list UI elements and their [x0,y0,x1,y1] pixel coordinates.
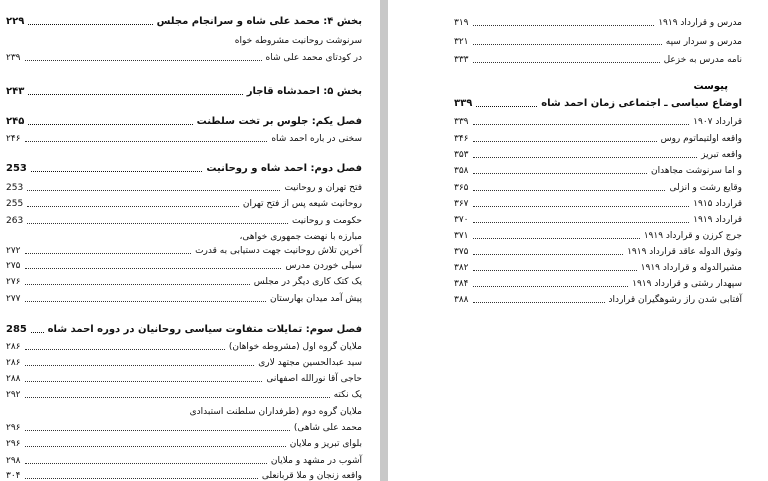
toc-entry-title: یک کتک کاری دیگر در مجلس [253,277,362,287]
dot-leader [25,301,266,302]
right-page [388,0,768,481]
toc-entry-page-number: ۳۶۷ [454,199,469,209]
dot-leader [25,430,290,431]
toc-entry [6,196,362,212]
toc-entry-page-number: ۳۷۱ [454,231,469,241]
toc-entry [6,114,362,130]
toc-entry [6,180,362,196]
dot-leader [27,223,288,224]
toc-entry-title: در کودتای محمد علی شاه [265,53,362,63]
toc-entry-page-number: ۲۸۶ [6,358,21,368]
dot-leader [473,286,629,287]
dot-leader [473,302,605,303]
toc-entry-title: سرنوشت روحانیت مشروطه خواه [234,36,362,46]
toc-entry [6,436,362,452]
dot-leader [28,94,242,95]
toc-entry [6,213,362,229]
dot-leader [27,190,280,191]
dot-leader [25,365,255,366]
toc-entry [6,14,362,30]
toc-entry-page-number: ۲۷۵ [6,261,21,271]
toc-entry-title: روحانیت شیعه پس از فتح تهران [242,199,362,209]
dot-leader [473,25,655,26]
toc-entry [454,196,742,212]
dot-leader [25,60,262,61]
toc-entry-title: ملایان گروه اول (مشروطه خواهان) [228,342,362,352]
toc-entry-page-number: ۲۸۸ [6,374,21,384]
toc-entry [6,404,362,420]
toc-entry-title: مدرس و قرارداد ۱۹۱۹ [658,18,742,28]
toc-entry-title: بخش ۴: محمد علی شاه و سرانجام مجلس [156,16,362,27]
dot-leader [25,141,268,142]
toc-entry-page-number: ۳۶۵ [454,183,469,193]
toc-entry [454,96,742,112]
dot-leader [25,381,263,382]
toc-entry [6,33,362,49]
toc-entry [454,292,742,308]
dot-leader [25,397,330,398]
toc-entry [6,84,362,100]
toc-entry [6,339,362,355]
toc-entry-page-number: ۳۰۴ [6,471,21,481]
toc-entry-page-number: ۳۵۸ [454,166,469,176]
toc-entry-title: واقعه اولتیماتوم روس [660,134,742,144]
toc-entry-page-number: ۳۲۱ [454,37,469,47]
dot-leader [473,44,662,45]
toc-entry [6,243,362,259]
dot-leader [473,62,660,63]
dot-leader [473,190,666,191]
toc-entry [6,50,362,66]
dot-leader [473,222,690,223]
dot-leader [25,284,250,285]
toc-entry-page-number: ۳۸۴ [454,279,469,289]
toc-entry-title: بخش ۵: احمدشاه قاجار [246,86,362,97]
appendix-heading: پیوست [693,81,728,92]
toc-entry [6,131,362,147]
toc-entry-title: قرارداد ۱۹۰۷ [693,117,742,127]
toc-entry-page-number: ۳۷۵ [454,247,469,257]
toc-entry-page-number: ۲۷۲ [6,246,21,256]
toc-entry-page-number: ۲۹۲ [6,390,21,400]
toc-entry-page-number: ۳۷۰ [454,215,469,225]
toc-entry-page-number: ۳۸۲ [454,263,469,273]
toc-entry-page-number: ۳۵۳ [454,150,469,160]
toc-entry [6,371,362,387]
dot-leader [473,270,637,271]
toc-entry [454,180,742,196]
toc-entry [6,468,362,481]
toc-entry-title: سیلی خوردن مدرس [285,261,362,271]
toc-entry [454,52,742,68]
toc-entry [6,291,362,307]
toc-entry [454,244,742,260]
dot-leader [25,349,225,350]
toc-entry-page-number: ۲۹۶ [6,423,21,433]
toc-entry-title: وقایع رشت و انزلی [669,183,742,193]
toc-entry [454,15,742,31]
toc-entry-page-number: ۲۴۶ [6,134,21,144]
toc-entry-title: فصل یکم: جلوس بر تخت سلطنت [196,116,362,127]
toc-entry-title: آشوب در مشهد و ملایان [270,456,362,466]
toc-entry [454,114,742,130]
dot-leader [473,254,624,255]
toc-entry [6,274,362,290]
toc-entry-page-number: ۲۷۷ [6,294,21,304]
toc-entry-title: مبارزه با نهضت جمهوری خواهی، [239,232,362,242]
toc-entry-page-number: ۲۷۶ [6,277,21,287]
dot-leader [473,141,657,142]
toc-entry-page-number: 263 [6,216,24,226]
toc-entry-title: اوضاع سیاسی ـ اجتماعی زمان احمد شاه [541,98,742,109]
toc-entry [6,387,362,403]
toc-entry-title: سخنی در باره احمد شاه [271,134,362,144]
toc-entry-page-number: ۳۳۳ [454,55,469,65]
toc-entry-title: سید عبدالحسین مجتهد لاری [258,358,362,368]
toc-entry-title: آخرین تلاش روحانیت جهت دستیابی به قدرت [195,246,362,256]
toc-entry-title: ملایان گروه دوم (طرفداران سلطنت استبدادی [189,407,362,417]
toc-entry-page-number: ۲۹۸ [6,456,21,466]
left-page [0,0,380,481]
toc-entry-title: مشیرالدوله و قرارداد ۱۹۱۹ [640,263,742,273]
toc-entry-title: مدرس و سردار سپه [665,37,742,47]
toc-entry-title: فصل دوم: احمد شاه و روحانیت [206,163,362,174]
dot-leader [476,106,537,107]
toc-entry [6,420,362,436]
dot-leader [25,268,282,269]
toc-entry [6,322,362,338]
toc-entry-title: جرج کرزن و قرارداد ۱۹۱۹ [643,231,742,241]
toc-entry [454,147,742,163]
toc-entry-title: حکومت و روحانیت [292,216,362,226]
toc-entry-page-number: 285 [6,324,27,335]
toc-entry-title: و اما سرنوشت مجاهدان [651,166,742,176]
toc-entry [454,34,742,50]
toc-entry-page-number: ۳۱۹ [454,18,469,28]
toc-entry-title: آفتابی شدن راز رشوهگیران قرارداد [608,295,742,305]
toc-entry-page-number: ۳۳۹ [454,98,473,109]
toc-entry [6,161,362,177]
toc-entry-title: واقعه زنجان و ملا قربانعلی [261,471,362,481]
toc-entry-page-number: ۳۸۸ [454,295,469,305]
toc-entry-title: بلوای تبریز و ملایان [289,439,362,449]
toc-entry-title: قرارداد ۱۹۱۵ [693,199,742,209]
toc-entry [454,212,742,228]
dot-leader [25,446,286,447]
toc-entry-page-number: ۲۴۳ [6,86,25,97]
toc-entry-page-number: ۳۴۶ [454,134,469,144]
toc-entry [454,276,742,292]
dot-leader [473,124,690,125]
toc-entry-title: سپهدار رشتی و قرارداد ۱۹۱۹ [632,279,742,289]
dot-leader [25,478,258,479]
dot-leader [28,24,152,25]
toc-entry [6,453,362,469]
toc-entry-title: پیش آمد میدان بهارستان [269,294,362,304]
toc-entry [454,260,742,276]
toc-entry-title: محمد علی شاهی) [293,423,362,433]
dot-leader [31,171,203,172]
dot-leader [28,124,192,125]
toc-entry [454,131,742,147]
toc-entry-page-number: ۲۲۹ [6,16,25,27]
toc-entry-title: یک نکته [333,390,362,400]
toc-entry-page-number: ۲۹۶ [6,439,21,449]
toc-entry-title: فصل سوم: تمایلات متفاوت سیاسی روحانیان در دوره احمد شاه [47,324,362,335]
toc-entry-page-number: 255 [6,199,24,209]
dot-leader [31,332,44,333]
toc-entry-title: فتح تهران و روحانیت [284,183,362,193]
dot-leader [25,463,267,464]
toc-entry [454,228,742,244]
toc-entry [454,163,742,179]
toc-entry-title: واقعه تبریز [701,150,742,160]
toc-entry-title: وثوق الدوله عاقد قرارداد ۱۹۱۹ [627,247,742,257]
toc-entry [6,258,362,274]
toc-entry-page-number: ۲۳۹ [6,53,21,63]
dot-leader [473,157,698,158]
toc-entry-title: حاجی آقا نورالله اصفهانی [266,374,362,384]
toc-entry [6,355,362,371]
dot-leader [25,253,192,254]
toc-entry-page-number: ۲۸۶ [6,342,21,352]
dot-leader [473,238,640,239]
toc-entry-page-number: 253 [6,183,24,193]
toc-entry-page-number: ۳۳۹ [454,117,469,127]
dot-leader [473,173,648,174]
toc-entry-page-number: ۲۴۵ [6,116,25,127]
toc-entry-page-number: 253 [6,163,27,174]
dot-leader [473,206,690,207]
toc-entry-title: قرارداد ۱۹۱۹ [693,215,742,225]
dot-leader [27,206,239,207]
toc-entry-title: نامه مدرس به خزعل [663,55,742,65]
